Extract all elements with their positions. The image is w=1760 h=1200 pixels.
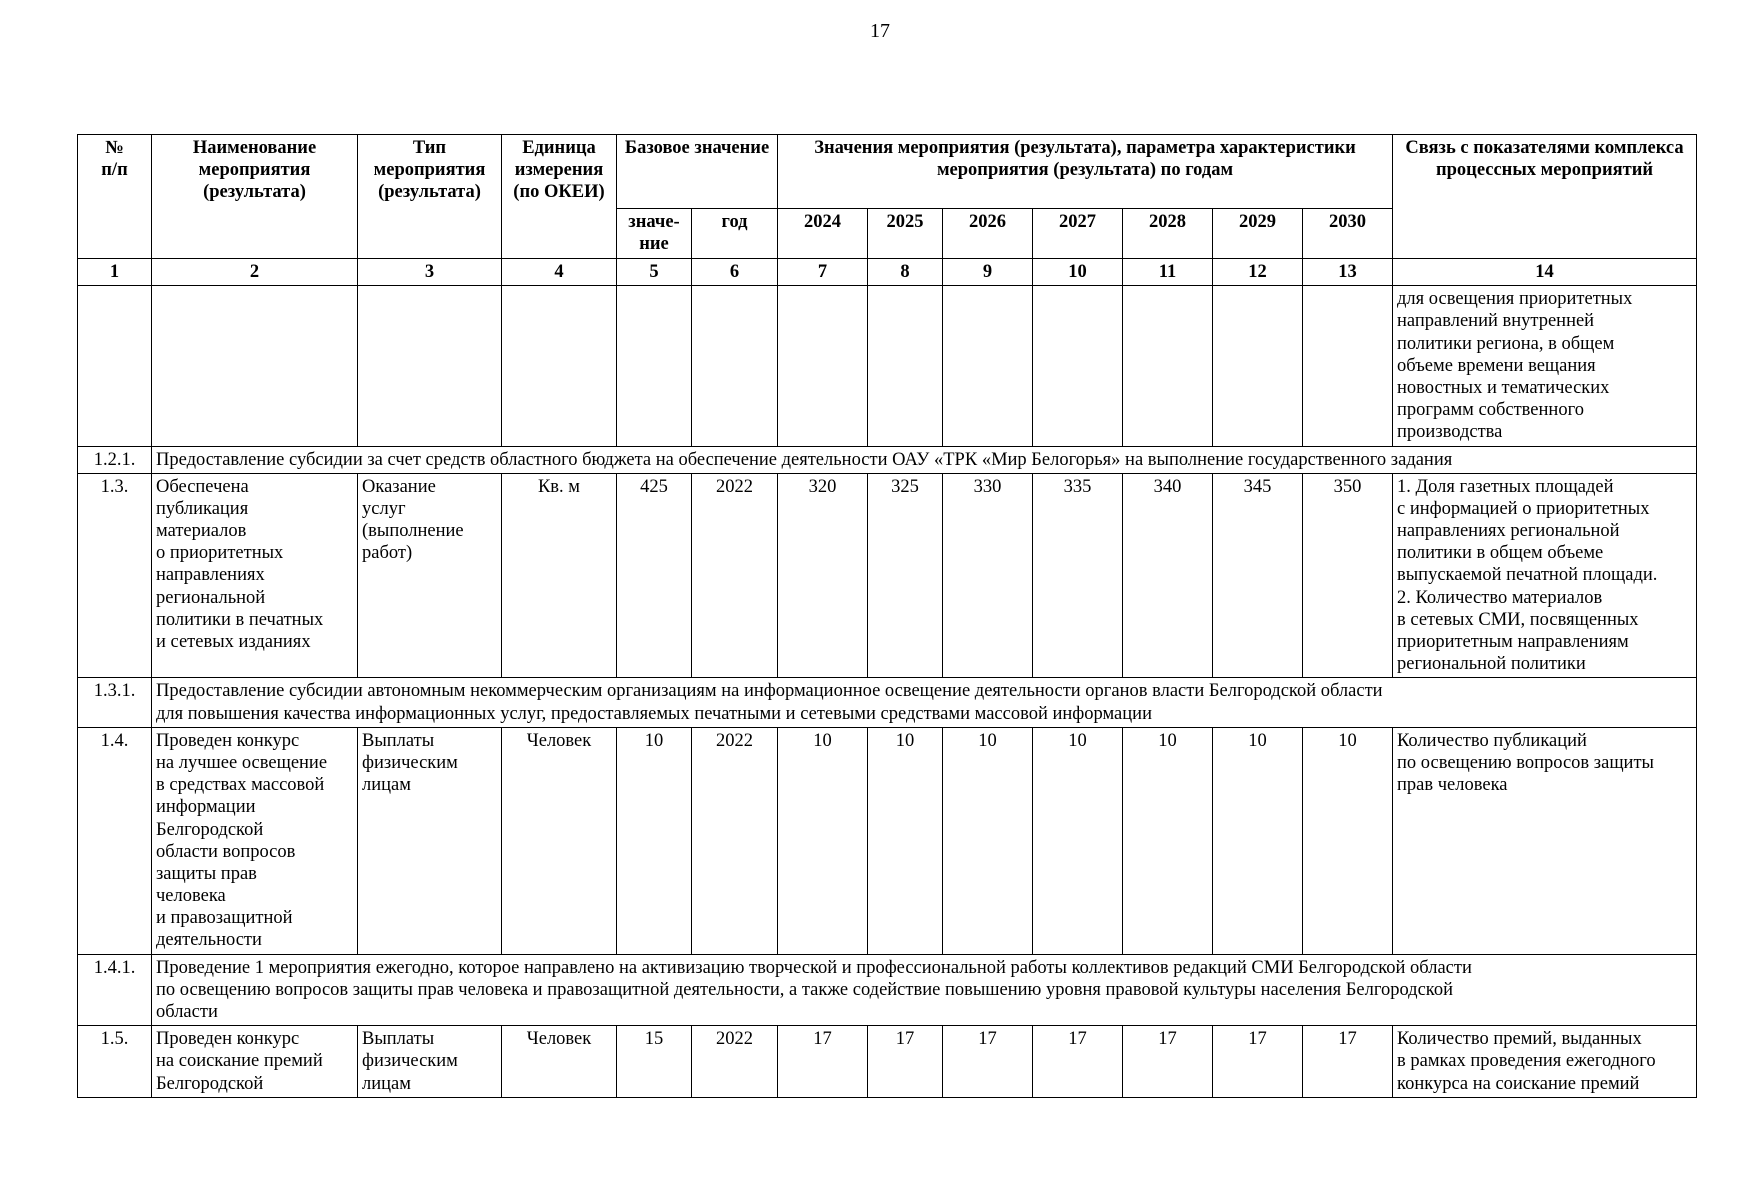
table-row	[78, 678, 1697, 727]
link-cell: Количество премий, выданных в рамках проведения ежегодного конкурса на соискание премий	[1393, 1026, 1697, 1098]
page-number: 17	[870, 20, 890, 42]
measure-type: Оказание услуг (выполнение работ)	[358, 473, 502, 678]
header-year: 2030	[1303, 209, 1393, 259]
column-number: 2	[152, 259, 358, 286]
base-value: 10	[617, 727, 692, 954]
row-number: 1.4.	[78, 727, 152, 954]
header-year: 2026	[943, 209, 1033, 259]
table-row	[78, 473, 1697, 678]
row-number: 1.4.1.	[78, 954, 152, 1026]
measure-unit: Кв. м	[502, 473, 617, 678]
base-year: 2022	[692, 1026, 778, 1098]
column-number: 12	[1213, 259, 1303, 286]
header-base-value: значе- ние	[617, 209, 692, 259]
row-number: 1.3.1.	[78, 678, 152, 727]
row-number: 1.2.1.	[78, 446, 152, 473]
base-value: 15	[617, 1026, 692, 1098]
row-number: 1.3.	[78, 473, 152, 678]
column-number: 8	[868, 259, 943, 286]
year-value: 340	[1123, 473, 1213, 678]
table-row	[78, 446, 1697, 473]
header-base-year: год	[692, 209, 778, 259]
year-value: 10	[778, 727, 868, 954]
year-value: 17	[778, 1026, 868, 1098]
measure-type: Выплаты физическим лицам	[358, 1026, 502, 1098]
column-number: 5	[617, 259, 692, 286]
header-name: Наименование мероприятия (результата)	[152, 135, 358, 259]
measure-name: Проведен конкурс на соискание премий Белгородской	[152, 1026, 358, 1098]
year-value: 345	[1213, 473, 1303, 678]
header-year: 2025	[868, 209, 943, 259]
column-number-row	[78, 259, 1697, 286]
base-year: 2022	[692, 473, 778, 678]
header-year: 2029	[1213, 209, 1303, 259]
column-number: 1	[78, 259, 152, 286]
column-number: 6	[692, 259, 778, 286]
header-year: 2027	[1033, 209, 1123, 259]
year-value: 17	[1303, 1026, 1393, 1098]
table-row	[78, 727, 1697, 954]
header-unit: Единица измерения (по ОКЕИ)	[502, 135, 617, 259]
year-value: 320	[778, 473, 868, 678]
year-value: 10	[1303, 727, 1393, 954]
column-number: 3	[358, 259, 502, 286]
year-value: 10	[943, 727, 1033, 954]
year-value: 17	[1213, 1026, 1303, 1098]
year-value: 17	[868, 1026, 943, 1098]
measure-unit: Человек	[502, 1026, 617, 1098]
table-row	[78, 954, 1697, 1026]
year-value: 325	[868, 473, 943, 678]
column-number: 4	[502, 259, 617, 286]
table-row	[78, 286, 1697, 446]
link-cell: Количество публикаций по освещению вопросов защиты прав человека	[1393, 727, 1697, 954]
year-value: 10	[1123, 727, 1213, 954]
column-number: 7	[778, 259, 868, 286]
header-type: Тип мероприятия (результата)	[358, 135, 502, 259]
column-number: 9	[943, 259, 1033, 286]
measure-unit: Человек	[502, 727, 617, 954]
header-values: Значения мероприятия (результата), параметра характеристики мероприятия (результата) по годам	[778, 135, 1393, 209]
link-cell: для освещения приоритетных направлений внутренней политики региона, в общем объеме времени вещания новостных и тематических программ собственного производства	[1393, 286, 1697, 446]
header-link: Связь с показателями комплекса процессных мероприятий	[1393, 135, 1697, 259]
column-number: 11	[1123, 259, 1213, 286]
column-number: 13	[1303, 259, 1393, 286]
year-value: 10	[1213, 727, 1303, 954]
row-number: 1.5.	[78, 1026, 152, 1098]
year-value: 17	[1123, 1026, 1213, 1098]
header-num: № п/п	[78, 135, 152, 259]
year-value: 17	[943, 1026, 1033, 1098]
year-value: 350	[1303, 473, 1393, 678]
base-value: 425	[617, 473, 692, 678]
table-row	[78, 1026, 1697, 1098]
year-value: 330	[943, 473, 1033, 678]
measure-name: Проведен конкурс на лучшее освещение в средствах массовой информации Белгородской области вопросов защиты прав человека и правозащитной деятельности	[152, 727, 358, 954]
activity-text: Предоставление субсидии автономным некоммерческим организациям на информационное освещение деятельности органов власти Белгородской области для повышения качества информационных услуг, предоставляемых печатными и сетевыми средствами массовой информации	[152, 678, 1697, 727]
measure-name: Обеспечена публикация материалов о приоритетных направлениях региональной политики в печатных и сетевых изданиях	[152, 473, 358, 678]
measures-table	[77, 134, 1697, 1098]
column-number: 10	[1033, 259, 1123, 286]
year-value: 10	[868, 727, 943, 954]
header-year: 2024	[778, 209, 868, 259]
year-value: 17	[1033, 1026, 1123, 1098]
link-cell: 1. Доля газетных площадей с информацией о приоритетных направлениях региональной политики в общем объеме выпускаемой печатной площади. 2. Количество материалов в сетевых СМИ, посвященных приоритетным направлениям региональной политики	[1393, 473, 1697, 678]
activity-text: Предоставление субсидии за счет средств областного бюджета на обеспечение деятельности ОАУ «ТРК «Мир Белогорья» на выполнение государственного задания	[152, 446, 1697, 473]
base-year: 2022	[692, 727, 778, 954]
header-base: Базовое значение	[617, 135, 778, 209]
activity-text: Проведение 1 мероприятия ежегодно, которое направлено на активизацию творческой и профессиональной работы коллективов редакций СМИ Белгородской области по освещению вопросов защиты прав человека и правозащитной деятельности, а также содействие повышению уровня правовой культуры населения Белгородской области	[152, 954, 1697, 1026]
year-value: 335	[1033, 473, 1123, 678]
header-year: 2028	[1123, 209, 1213, 259]
column-number: 14	[1393, 259, 1697, 286]
year-value: 10	[1033, 727, 1123, 954]
measure-type: Выплаты физическим лицам	[358, 727, 502, 954]
